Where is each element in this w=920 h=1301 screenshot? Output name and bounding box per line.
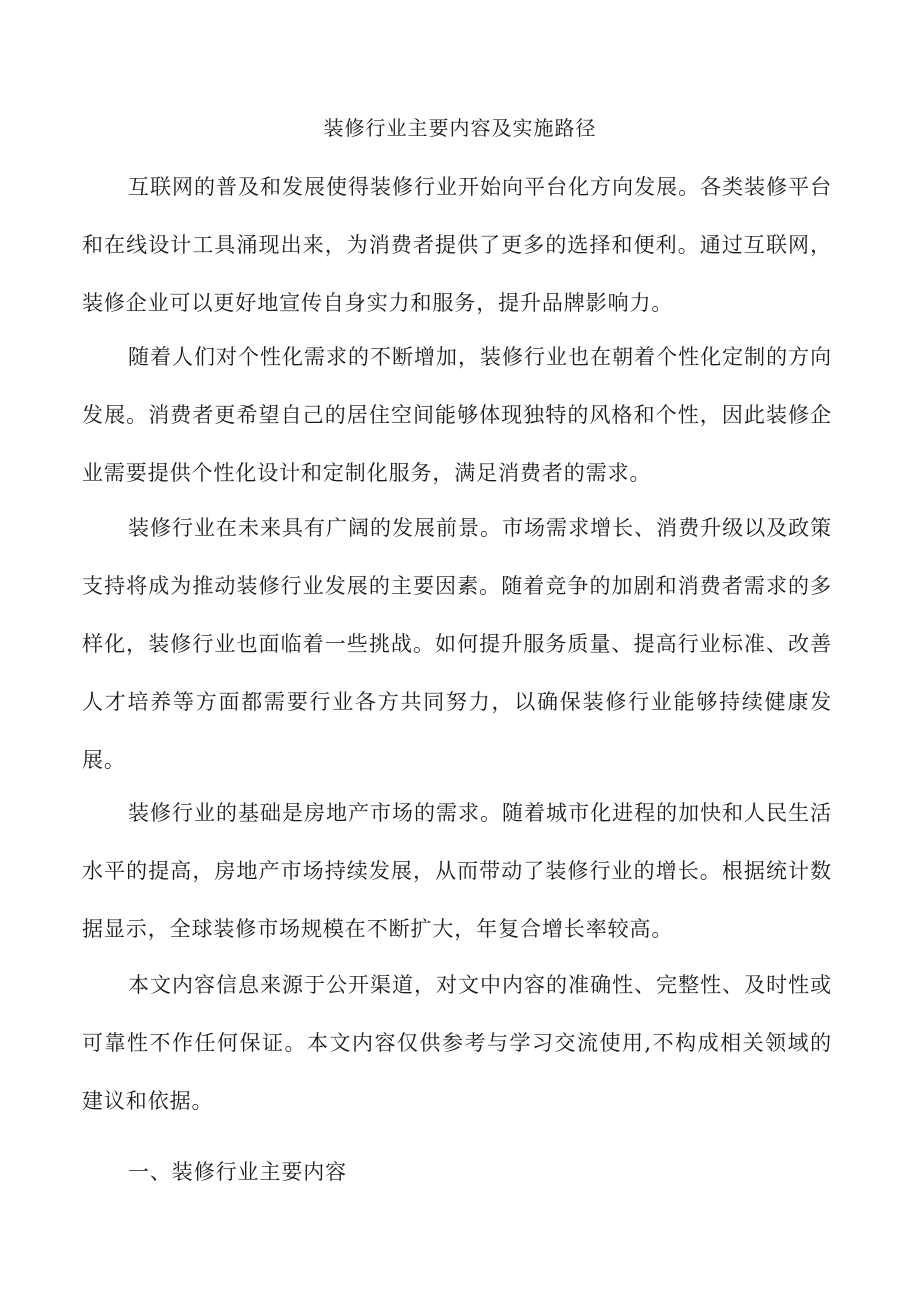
- paragraph-personalization: 随着人们对个性化需求的不断增加，装修行业也在朝着个性化定制的方向发展。消费者更希望自己的居住空间能够体现独特的风格和个性，因此装修企业需要提供个性化设计和定制化服务，满足消费者的需求。: [82, 345, 832, 485]
- paragraph-platform: 互联网的普及和发展使得装修行业开始向平台化方向发展。各类装修平台和在线设计工具涌现出来，为消费者提供了更多的选择和便利。通过互联网，装修企业可以更好地宣传自身实力和服务，提升品牌影响力。: [82, 175, 832, 315]
- paragraph-disclaimer: 本文内容信息来源于公开渠道，对文中内容的准确性、完整性、及时性或可靠性不作任何保证。本文内容仅供参考与学习交流使用,不构成相关领域的建议和依据。: [82, 973, 832, 1113]
- paragraph-real-estate: 装修行业的基础是房地产市场的需求。随着城市化进程的加快和人民生活水平的提高，房地产市场持续发展，从而带动了装修行业的增长。根据统计数据显示，全球装修市场规模在不断扩大，年复合增长率较高。: [82, 801, 832, 941]
- paragraph-prospects: 装修行业在未来具有广阔的发展前景。市场需求增长、消费升级以及政策支持将成为推动装修行业发展的主要因素。随着竞争的加剧和消费者需求的多样化，装修行业也面临着一些挑战。如何提升服务质量、提高行业标准、改善人才培养等方面都需要行业各方共同努力，以确保装修行业能够持续健康发展。: [82, 516, 832, 772]
- section-heading: 一、装修行业主要内容: [128, 1160, 347, 1184]
- document-title: 装修行业主要内容及实施路径: [323, 116, 597, 140]
